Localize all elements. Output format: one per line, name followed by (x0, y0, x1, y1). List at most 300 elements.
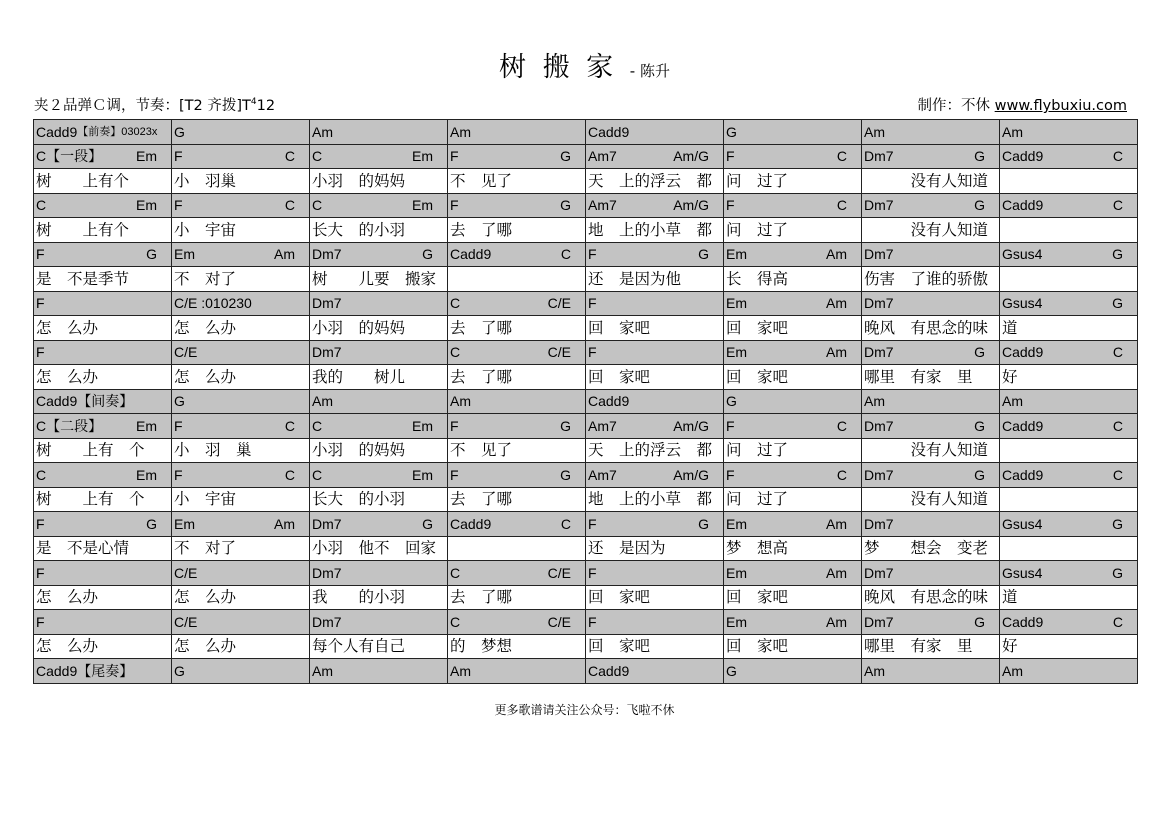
lyric-cell: 是 不是季节 (34, 267, 172, 292)
chord-secondary: C (836, 417, 847, 434)
chord-secondary: C (284, 417, 295, 434)
chord-primary: F (36, 564, 45, 581)
lyric-cell: 晚风 有思念的味 (862, 585, 1000, 610)
lyric-cell (1000, 169, 1138, 194)
chord-secondary: Em (136, 197, 157, 214)
chord-secondary: G (1112, 295, 1123, 312)
lyric-cell: 小羽 他不 回家 (310, 536, 448, 561)
chord-cell (1000, 193, 1138, 218)
chord-primary: Dm7 (864, 564, 894, 581)
chord-secondary: Am (826, 515, 847, 532)
lyric-cell: 怎 么办 (172, 316, 310, 341)
chord-cell (34, 610, 172, 635)
chord-secondary: G (1112, 564, 1123, 581)
chord-cell (724, 414, 862, 439)
chord-row (34, 120, 1138, 145)
lyric-cell: 树 上有 个 (34, 487, 172, 512)
chord-primary: F (174, 417, 183, 434)
chord-secondary: Em (412, 466, 433, 483)
chord-primary: F (36, 613, 45, 630)
chord-cell (586, 561, 724, 586)
chord-cell (724, 120, 862, 145)
lyric-cell: 我 的小羽 (310, 585, 448, 610)
chord-cell (310, 463, 448, 488)
chord-primary: Em (174, 515, 195, 532)
chord-primary: Dm7 (864, 344, 894, 361)
chord-cell (1000, 561, 1138, 586)
lyric-cell: 回 家吧 (724, 316, 862, 341)
chord-cell (586, 463, 724, 488)
lyric-cell: 长大 的小羽 (310, 218, 448, 243)
lyric-cell: 回 家吧 (724, 585, 862, 610)
chord-cell (172, 561, 310, 586)
lyric-cell: 晚风 有思念的味 (862, 316, 1000, 341)
lyric-cell (1000, 218, 1138, 243)
chord-cell (448, 291, 586, 316)
lyric-row (34, 487, 1138, 512)
chord-primary: F (174, 148, 183, 165)
chord-primary: Em (726, 344, 747, 361)
chord-primary: F (174, 197, 183, 214)
chord-secondary: C/E (547, 613, 571, 630)
chord-secondary: Em (412, 417, 433, 434)
chord-cell (310, 144, 448, 169)
chord-row (34, 414, 1138, 439)
lyric-row (34, 316, 1138, 341)
chord-primary: Gsus4 (1002, 295, 1043, 312)
chord-secondary: Em (136, 148, 157, 165)
chord-primary: Gsus4 (1002, 564, 1043, 581)
chord-primary: C (450, 613, 461, 630)
chord-primary: F (726, 466, 735, 483)
chord-primary: Dm7 (864, 466, 894, 483)
chord-primary: Cadd9 (1002, 148, 1044, 165)
lyric-cell: 回 家吧 (586, 365, 724, 390)
chord-primary: G (174, 123, 185, 140)
chord-primary: Dm7 (864, 246, 894, 263)
chord-row (34, 340, 1138, 365)
chord-cell (34, 291, 172, 316)
lyric-cell: 小 羽巢 (172, 169, 310, 194)
chord-primary: Am (1002, 393, 1023, 410)
chord-primary: Em (726, 613, 747, 630)
chord-cell (34, 659, 172, 684)
chord-primary: Cadd9【间奏】 (36, 393, 134, 410)
lyric-cell: 怎 么办 (172, 365, 310, 390)
lyric-cell: 伤害 了谁的骄傲 (862, 267, 1000, 292)
chord-primary: Cadd9 (588, 123, 630, 140)
chord-primary: F (174, 466, 183, 483)
chord-primary: C/E :010230 (174, 295, 252, 312)
chord-cell (1000, 144, 1138, 169)
lyric-cell: 问 过了 (724, 169, 862, 194)
lyric-cell: 树 上有个 (34, 218, 172, 243)
chord-primary: C/E (174, 344, 198, 361)
lyric-cell: 长大 的小羽 (310, 487, 448, 512)
chord-cell (172, 389, 310, 414)
chord-secondary: C (1112, 197, 1123, 214)
chord-primary: C (312, 197, 323, 214)
chord-primary: F (450, 417, 459, 434)
chord-secondary: C/E (547, 295, 571, 312)
chord-primary: Dm7 (864, 148, 894, 165)
song-title-text: 树 搬 家 (499, 52, 618, 83)
chord-cell (34, 414, 172, 439)
chord-primary: Am (312, 393, 333, 410)
lyric-cell: 怎 么办 (34, 634, 172, 659)
lyric-cell: 问 过了 (724, 487, 862, 512)
chord-cell (586, 340, 724, 365)
chord-cell (724, 340, 862, 365)
lyric-cell: 是 不是心情 (34, 536, 172, 561)
lyric-cell: 好 (1000, 634, 1138, 659)
chord-primary: Dm7 (864, 515, 894, 532)
chord-primary: F (36, 344, 45, 361)
lyric-row (34, 438, 1138, 463)
lyric-cell: 道 (1000, 316, 1138, 341)
chord-secondary: Am (274, 515, 295, 532)
chord-primary: C (450, 344, 461, 361)
chord-secondary: C/E (547, 564, 571, 581)
lyric-cell: 怎 么办 (34, 316, 172, 341)
chord-cell (172, 340, 310, 365)
lyric-cell: 好 (1000, 365, 1138, 390)
lyric-row (34, 536, 1138, 561)
chord-cell (586, 291, 724, 316)
chord-cell (1000, 414, 1138, 439)
chord-cell (448, 340, 586, 365)
chord-secondary: G (974, 466, 985, 483)
lyric-cell: 天 上的浮云 都 (586, 438, 724, 463)
chord-cell (1000, 512, 1138, 537)
chord-secondary: 【前奏】03023x (77, 125, 158, 138)
chord-cell (310, 389, 448, 414)
chord-primary: Em (726, 295, 747, 312)
chord-secondary: G (974, 417, 985, 434)
chord-cell (448, 193, 586, 218)
chord-cell (448, 242, 586, 267)
chord-secondary: Am/G (673, 148, 709, 165)
chord-cell (724, 144, 862, 169)
chord-cell (1000, 659, 1138, 684)
chord-primary: Am (1002, 123, 1023, 140)
chord-row (34, 291, 1138, 316)
song-title (0, 52, 1169, 87)
chord-cell (1000, 120, 1138, 145)
chord-secondary: C (836, 197, 847, 214)
chord-primary: Dm7 (864, 417, 894, 434)
chord-cell (448, 610, 586, 635)
lyric-cell (1000, 536, 1138, 561)
chord-cell (310, 610, 448, 635)
chord-cell (34, 120, 172, 145)
chord-secondary: C/E (547, 344, 571, 361)
chord-primary: Cadd9 (1002, 613, 1044, 630)
chord-row (34, 193, 1138, 218)
lyric-row (34, 585, 1138, 610)
chord-cell (586, 659, 724, 684)
chord-primary: F (588, 564, 597, 581)
chord-primary: C (312, 148, 323, 165)
chord-primary: F (36, 295, 45, 312)
chord-primary: Em (726, 564, 747, 581)
chord-primary: F (36, 515, 45, 532)
lyric-cell: 哪里 有家 里 (862, 365, 1000, 390)
lyric-cell: 哪里 有家 里 (862, 634, 1000, 659)
chord-primary: Gsus4 (1002, 246, 1043, 263)
chord-cell (586, 389, 724, 414)
chord-primary: Am (1002, 662, 1023, 679)
chord-cell (862, 561, 1000, 586)
chord-primary: C/E (174, 613, 198, 630)
lyric-cell: 问 过了 (724, 438, 862, 463)
lyric-cell: 地 上的小草 都 (586, 218, 724, 243)
chord-primary: F (450, 148, 459, 165)
chord-cell (862, 144, 1000, 169)
lyric-cell: 问 过了 (724, 218, 862, 243)
chord-cell (586, 610, 724, 635)
chord-cell (448, 120, 586, 145)
chord-primary: Am (450, 662, 471, 679)
chord-secondary: Em (412, 148, 433, 165)
chord-primary: F (450, 466, 459, 483)
lyric-cell: 还 是因为 (586, 536, 724, 561)
chord-cell (172, 659, 310, 684)
chord-secondary: G (560, 466, 571, 483)
chord-primary: G (726, 123, 737, 140)
chord-cell (310, 561, 448, 586)
chord-row (34, 610, 1138, 635)
chord-secondary: C (836, 148, 847, 165)
lyric-cell: 怎 么办 (34, 585, 172, 610)
chord-cell (34, 389, 172, 414)
lyric-row (34, 634, 1138, 659)
site-link[interactable]: www.flybuxiu.com (994, 98, 1127, 114)
chord-secondary: G (974, 613, 985, 630)
chord-secondary: C (560, 246, 571, 263)
lyric-cell: 没有人知道 (862, 438, 1000, 463)
lyric-cell: 我的 树儿 (310, 365, 448, 390)
lyric-cell: 梦 想高 (724, 536, 862, 561)
chord-primary: F (726, 148, 735, 165)
chord-primary: C【二段】 (36, 417, 103, 434)
chord-cell (34, 561, 172, 586)
chord-primary: Dm7 (312, 613, 342, 630)
artist-name: - 陈升 (629, 62, 670, 80)
chord-primary: Gsus4 (1002, 515, 1043, 532)
chord-row (34, 561, 1138, 586)
chord-secondary: G (1112, 515, 1123, 532)
chord-cell (862, 463, 1000, 488)
chord-secondary: Am (826, 246, 847, 263)
chord-secondary: Am (274, 246, 295, 263)
chord-cell (1000, 340, 1138, 365)
lyric-cell: 没有人知道 (862, 487, 1000, 512)
chord-secondary: Am (826, 344, 847, 361)
chord-primary: Dm7 (864, 613, 894, 630)
chord-primary: Am (312, 662, 333, 679)
chord-secondary: Em (136, 417, 157, 434)
chord-primary: G (174, 662, 185, 679)
chord-row (34, 144, 1138, 169)
chord-row (34, 389, 1138, 414)
chord-primary: G (726, 393, 737, 410)
chord-primary: F (450, 197, 459, 214)
chord-primary: F (588, 246, 597, 263)
chord-secondary: G (1112, 246, 1123, 263)
chord-cell (862, 242, 1000, 267)
chord-primary: Dm7 (864, 295, 894, 312)
chord-cell (586, 242, 724, 267)
chord-secondary: Am (826, 564, 847, 581)
chord-cell (172, 512, 310, 537)
chord-primary: Cadd9 (588, 662, 630, 679)
chord-cell (586, 512, 724, 537)
lyric-cell: 小羽 的妈妈 (310, 438, 448, 463)
lyric-cell: 的 梦想 (448, 634, 586, 659)
chord-primary: F (36, 246, 45, 263)
chord-cell (310, 659, 448, 684)
chord-primary: Cadd9 (36, 123, 78, 140)
chord-cell (862, 120, 1000, 145)
chord-primary: C (450, 295, 461, 312)
chord-primary: C【一段】 (36, 148, 103, 165)
chord-secondary: C (1112, 417, 1123, 434)
chord-secondary: Am/G (673, 197, 709, 214)
chord-cell (862, 414, 1000, 439)
lyric-cell: 怎 么办 (34, 365, 172, 390)
lyric-cell: 不 对了 (172, 536, 310, 561)
chord-cell (448, 512, 586, 537)
chord-primary: Cadd9 (450, 515, 492, 532)
chord-cell (310, 291, 448, 316)
chord-cell (34, 512, 172, 537)
chord-cell (586, 414, 724, 439)
chord-primary: F (588, 515, 597, 532)
chord-primary: Cadd9 (588, 393, 630, 410)
chord-cell (862, 659, 1000, 684)
lyric-row (34, 218, 1138, 243)
chord-cell (34, 340, 172, 365)
chord-secondary: G (974, 344, 985, 361)
chord-primary: Am7 (588, 417, 617, 434)
chord-primary: Am7 (588, 466, 617, 483)
chord-primary: F (588, 295, 597, 312)
chord-secondary: G (974, 148, 985, 165)
chord-primary: C (312, 417, 323, 434)
lyric-cell: 回 家吧 (586, 316, 724, 341)
lyric-cell (1000, 487, 1138, 512)
chord-cell (724, 242, 862, 267)
chord-cell (448, 561, 586, 586)
chord-cell (172, 291, 310, 316)
chord-row (34, 659, 1138, 684)
chord-cell (310, 512, 448, 537)
lyric-cell: 地 上的小草 都 (586, 487, 724, 512)
chord-primary: Dm7 (312, 564, 342, 581)
chord-cell (586, 144, 724, 169)
lyric-cell: 还 是因为他 (586, 267, 724, 292)
chord-primary: C (312, 466, 323, 483)
chord-secondary: C (284, 197, 295, 214)
chord-primary: Cadd9 (1002, 466, 1044, 483)
chord-cell (724, 659, 862, 684)
lyric-cell: 去 了哪 (448, 316, 586, 341)
lyric-cell: 去 了哪 (448, 585, 586, 610)
chord-cell (586, 120, 724, 145)
chord-cell (172, 610, 310, 635)
lyric-cell: 小 羽 巢 (172, 438, 310, 463)
chord-primary: Dm7 (312, 515, 342, 532)
lyric-row (34, 267, 1138, 292)
lyric-cell: 不 见了 (448, 169, 586, 194)
lyric-cell: 回 家吧 (724, 634, 862, 659)
chord-secondary: G (146, 246, 157, 263)
chord-primary: C (36, 466, 47, 483)
chord-primary: Em (726, 515, 747, 532)
chord-cell (862, 610, 1000, 635)
lyric-cell (448, 536, 586, 561)
chord-cell (310, 414, 448, 439)
chord-cell (310, 242, 448, 267)
chord-secondary: C (836, 466, 847, 483)
lyric-cell: 回 家吧 (586, 585, 724, 610)
chord-primary: Dm7 (864, 197, 894, 214)
chord-primary: Dm7 (312, 246, 342, 263)
chord-primary: Em (174, 246, 195, 263)
chord-primary: G (726, 662, 737, 679)
lyric-cell: 小 宇宙 (172, 487, 310, 512)
lyric-cell: 小羽 的妈妈 (310, 316, 448, 341)
lyric-cell: 道 (1000, 585, 1138, 610)
chord-secondary: Am (826, 295, 847, 312)
chord-cell (34, 242, 172, 267)
lyric-cell: 怎 么办 (172, 634, 310, 659)
chord-secondary: G (560, 417, 571, 434)
chord-cell (1000, 291, 1138, 316)
chord-secondary: G (560, 197, 571, 214)
chord-cell (1000, 463, 1138, 488)
chord-secondary: G (422, 515, 433, 532)
chord-cell (862, 340, 1000, 365)
chord-cell (724, 389, 862, 414)
chord-cell (862, 193, 1000, 218)
lyric-cell: 回 家吧 (586, 634, 724, 659)
credit-info (918, 94, 1127, 115)
chord-secondary: C (284, 466, 295, 483)
chord-cell (448, 659, 586, 684)
chord-primary: F (588, 344, 597, 361)
chord-cell (448, 389, 586, 414)
chord-row (34, 463, 1138, 488)
chord-primary: Cadd9 (1002, 417, 1044, 434)
chord-cell (1000, 242, 1138, 267)
credit-label: 制作：不休 (917, 98, 991, 114)
lyric-cell (1000, 267, 1138, 292)
chord-cell (172, 120, 310, 145)
chord-lyric-sheet (33, 119, 1138, 684)
chord-primary: Em (726, 246, 747, 263)
chord-secondary: C (560, 515, 571, 532)
lyric-cell (448, 267, 586, 292)
chord-cell (448, 463, 586, 488)
chord-cell (172, 144, 310, 169)
chord-secondary: C (284, 148, 295, 165)
chord-primary: Am7 (588, 197, 617, 214)
chord-primary: Am (864, 393, 885, 410)
chord-cell (172, 414, 310, 439)
chord-cell (862, 291, 1000, 316)
